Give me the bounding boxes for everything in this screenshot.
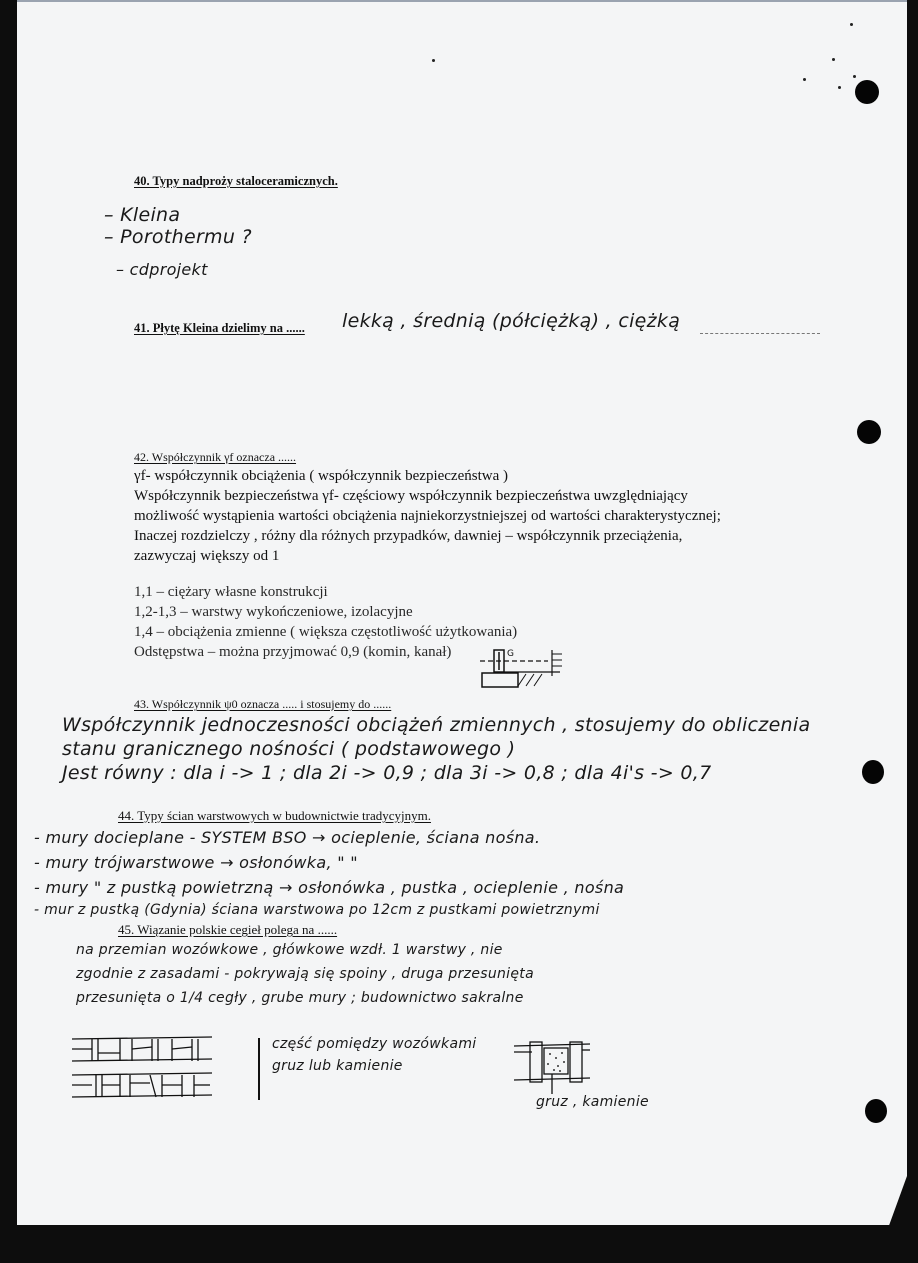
q41-answer: lekką , średnią (półciężką) , ciężką [342, 310, 681, 332]
sketch-label: G [507, 649, 514, 659]
q45-answer-line: na przemian wozówkowe , główkowe wzdł. 1 warstwy , nie [76, 942, 503, 958]
punch-hole [857, 420, 881, 444]
q42-line: Inaczej rozdzielczy , różny dla różnych przypadków, dawniej – współczynnik przeciążenia, [134, 528, 683, 544]
q45-sketch-caption: gruz , kamienie [536, 1094, 649, 1110]
rubble-fill-sketch-icon [510, 1038, 594, 1096]
q40-answer-2: – Porothermu ? [104, 226, 252, 248]
scan-speck [853, 75, 856, 78]
q43-answer-line: Współczynnik jednoczesności obciążeń zmiennych , stosujemy do obliczenia [62, 714, 811, 736]
q42-text-block [134, 466, 721, 566]
q40-answer-1: – Kleina [104, 204, 181, 226]
question-42-heading: 42. Współczynnik γf oznacza ...... [134, 450, 297, 464]
question-45-heading: 45. Wiązanie polskie cegieł polega na ...... [118, 922, 338, 937]
scan-speck [838, 86, 841, 89]
question-41-heading: 41. Płytę Kleina dzielimy na ...... [134, 321, 305, 335]
scan-speck [850, 23, 853, 26]
question-44-heading: 44. Typy ścian warstwowych w budownictwie tradycyjnym. [118, 808, 431, 823]
brick-bond-sketch-icon [72, 1035, 217, 1099]
scan-speck [803, 78, 806, 81]
page-edge [17, 0, 907, 2]
q42-value-line: 1,1 – ciężary własne konstrukcji [134, 584, 328, 600]
q43-answer-line: stanu granicznego nośności ( podstawowego ) [62, 738, 516, 760]
q42-line: zazwyczaj większy od 1 [134, 548, 280, 564]
q44-answer-line: - mury " z pustką powietrzną → osłonówka , pustka , ocieplenie , nośna [34, 878, 625, 897]
q42-value-line: 1,2-1,3 – warstwy wykończeniowe, izolacyjne [134, 604, 413, 620]
foundation-sketch-icon [478, 646, 568, 692]
q43-answer-line: Jest równy : dla i -> 1 ; dla 2i -> 0,9 ; dla 3i -> 0,8 ; dla 4i's -> 0,7 [62, 762, 712, 784]
q44-answer-line: - mury docieplane - SYSTEM BSO → ocieplenie, ściana nośna. [34, 828, 541, 847]
q42-line: możliwość wystąpienia wartości obciążenia najniekorzystniejszej od wartości charakterystycznej; [134, 508, 721, 524]
q44-answer-line: - mur z pustką (Gdynia) ściana warstwowa po 12cm z pustkami powietrznymi [34, 902, 600, 918]
q42-values-block [134, 582, 517, 662]
q42-value-line: Odstępstwa – można przyjmować 0,9 (komin, kanał) [134, 644, 452, 660]
q44-answer-line: - mury trójwarstwowe → osłonówka, " " [34, 853, 358, 872]
q42-value-line: 1,4 – obciążenia zmienne ( większa częstotliwość użytkowania) [134, 624, 518, 640]
q42-line: Współczynnik bezpieczeństwa γf- częściowy współczynnik bezpieczeństwa uwzględniający [134, 488, 688, 504]
q40-answer-3: – cdprojekt [116, 260, 208, 279]
question-40-heading: 40. Typy nadproży staloceramicznych. [134, 174, 338, 188]
punch-hole [865, 1099, 887, 1123]
question-43-heading: 43. Współczynnik ψ0 oznacza ..... i stosujemy do ...... [134, 697, 392, 711]
vertical-divider [258, 1038, 260, 1100]
punch-hole [862, 760, 884, 784]
q45-note-line: część pomiędzy wozówkami [272, 1036, 477, 1052]
scan-speck [432, 59, 435, 62]
q45-answer-line: przesunięta o 1/4 cegły , grube mury ; budownictwo sakralne [76, 990, 524, 1006]
dashed-line [700, 333, 820, 334]
q42-line: γf- współczynnik obciążenia ( współczynnik bezpieczeństwa ) [134, 468, 508, 484]
q45-note-line: gruz lub kamienie [272, 1058, 403, 1074]
q45-answer-line: zgodnie z zasadami - pokrywają się spoiny , druga przesunięta [76, 966, 534, 982]
scan-speck [832, 58, 835, 61]
punch-hole [855, 80, 879, 104]
